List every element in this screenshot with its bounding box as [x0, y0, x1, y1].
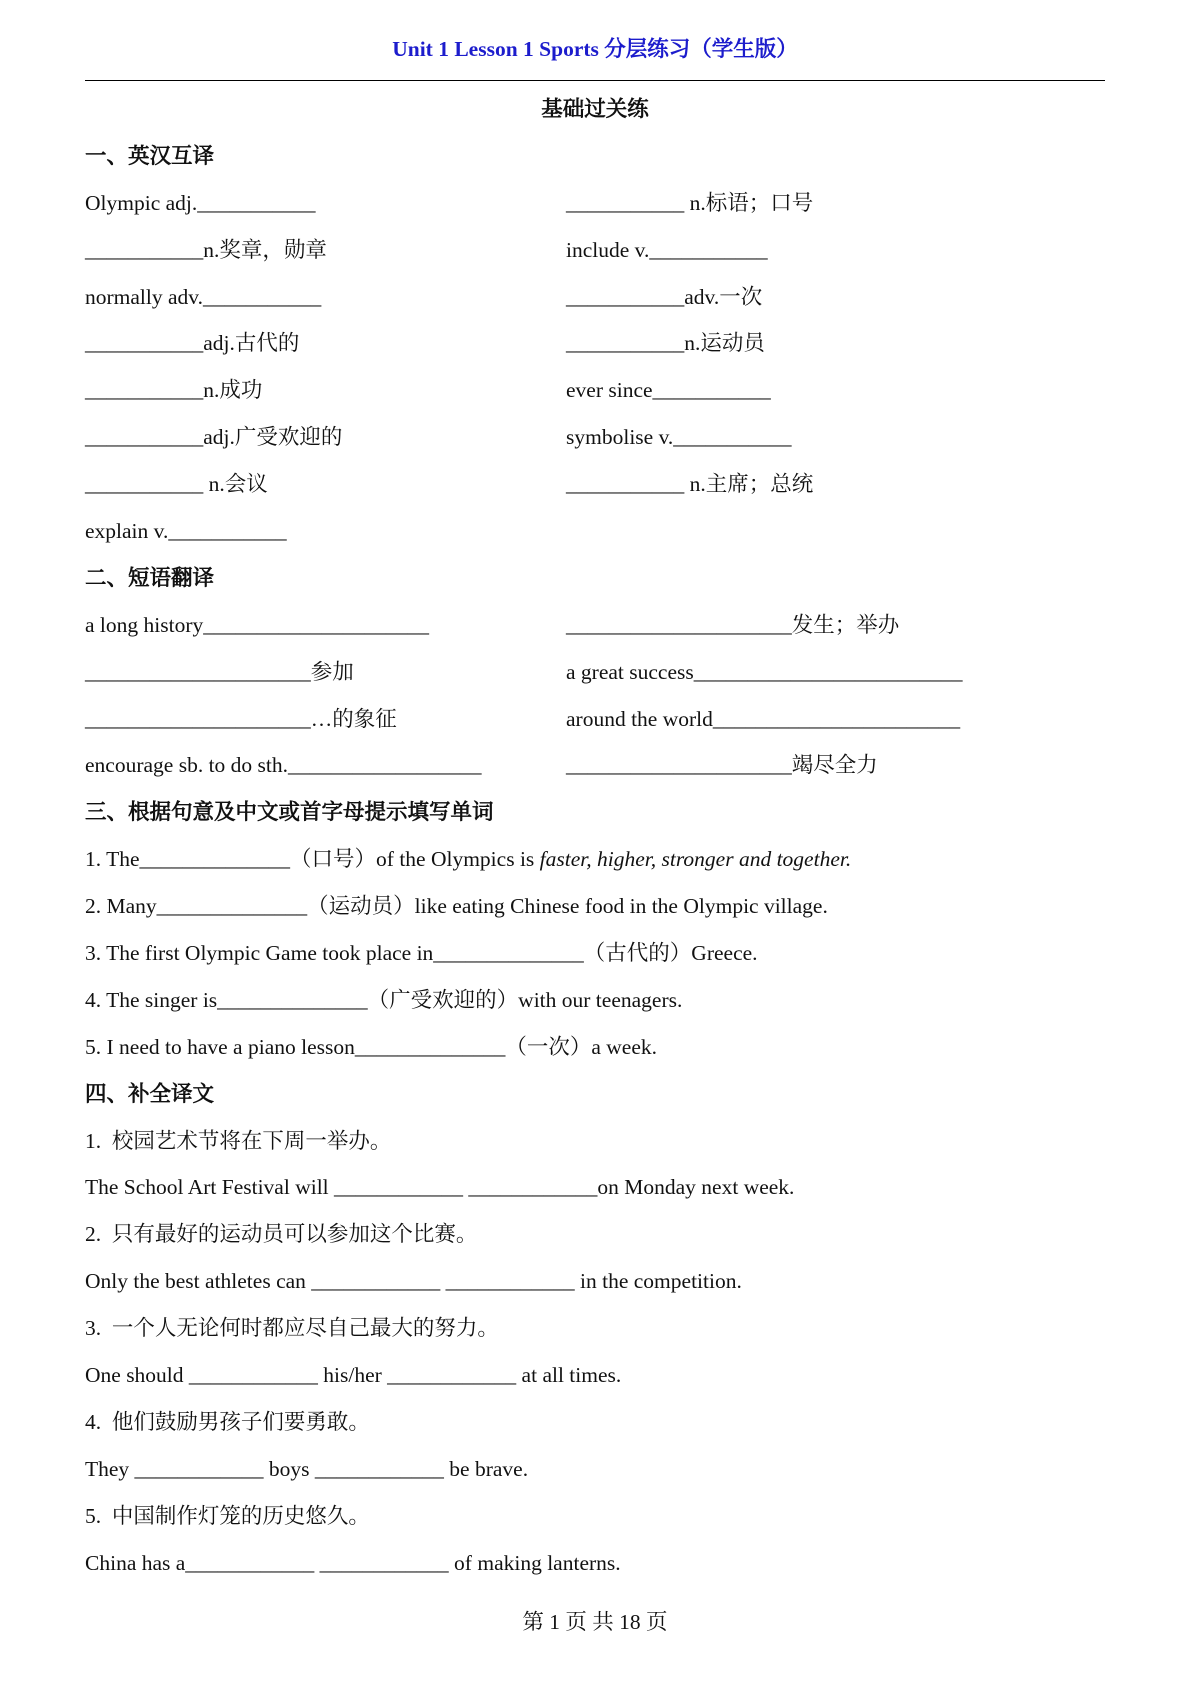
vocab-item-right: ___________ n.主席；总统: [566, 472, 814, 497]
vocab-item-left: a long history_____________________: [85, 612, 429, 637]
vocab-item-left: normally adv.___________: [85, 284, 322, 309]
item-text: 5. I need to have a piano lesson______________（一次）a week.: [85, 1034, 658, 1059]
vocab-item-right: ___________n.运动员: [566, 331, 765, 356]
vocab-row: [85, 649, 1105, 696]
vocab-item-left: Olympic adj.___________: [85, 190, 316, 215]
section3-items: [85, 836, 1105, 1070]
vocab-item-left: ___________adj.广受欢迎的: [85, 425, 343, 450]
item-text: 1. The______________（口号）of the Olympics is: [85, 847, 540, 872]
english-translation: One should ____________ his/her ____________ at all times.: [85, 1363, 622, 1388]
section1-heading: 一、英汉互译: [85, 143, 215, 168]
item-text: 3. The first Olympic Game took place in______________（古代的）Greece.: [85, 941, 758, 966]
english-translation: They ____________ boys ____________ be brave.: [85, 1456, 529, 1481]
chinese-sentence: 3. 一个人无论何时都应尽自己最大的努力。: [85, 1316, 499, 1341]
vocab-row: [85, 414, 1105, 461]
fill-blank-item: [85, 836, 1105, 883]
vocab-row: [85, 274, 1105, 321]
item-italic-text: faster, higher, stronger and together.: [539, 847, 852, 872]
vocab-item-left: ___________ n.会议: [85, 472, 268, 497]
fill-blank-item: [85, 930, 1105, 977]
vocab-item-right: ever since___________: [566, 378, 771, 403]
fill-blank-item: [85, 1024, 1105, 1071]
vocab-row: [85, 461, 1105, 508]
document-title: Unit 1 Lesson 1 Sports 分层练习（学生版）: [392, 37, 798, 61]
header-rule: [85, 80, 1105, 81]
section4-items: [85, 1118, 1105, 1587]
fill-blank-item: [85, 977, 1105, 1024]
item-text: 4. The singer is______________（广受欢迎的）with our teenagers.: [85, 987, 683, 1012]
section2-heading: 二、短语翻译: [85, 565, 215, 590]
vocab-row: [85, 320, 1105, 367]
vocab-item-left: ___________adj.古代的: [85, 331, 300, 356]
english-translation: China has a____________ ____________ of making lanterns.: [85, 1550, 621, 1575]
vocab-row: [85, 602, 1105, 649]
section1-rows: [85, 180, 1105, 555]
chinese-sentence: 2. 只有最好的运动员可以参加这个比赛。: [85, 1222, 478, 1247]
chinese-sentence: 4. 他们鼓励男孩子们要勇敢。: [85, 1409, 370, 1434]
vocab-item-left: ___________n.奖章，勋章: [85, 237, 327, 262]
vocab-row: [85, 180, 1105, 227]
vocab-item-right: _____________________发生；举办: [566, 612, 900, 637]
page-footer: 第 1 页 共 18 页: [522, 1610, 668, 1634]
english-translation: Only the best athletes can ____________ ____________ in the competition.: [85, 1269, 742, 1294]
vocab-item-left: explain v.___________: [85, 519, 287, 544]
vocab-item-left: _____________________…的象征: [85, 706, 397, 731]
item-text: 2. Many______________（运动员）like eating Chinese food in the Olympic village.: [85, 894, 828, 919]
vocab-row: [85, 742, 1105, 789]
vocab-item-right: _____________________竭尽全力: [566, 753, 878, 778]
chinese-sentence: 1. 校园艺术节将在下周一举办。: [85, 1128, 392, 1153]
section4-heading: 四、补全译文: [85, 1081, 215, 1106]
vocab-row: [85, 227, 1105, 274]
subtitle: 基础过关练: [541, 97, 649, 121]
vocab-item-right: a great success_________________________: [566, 659, 963, 684]
chinese-sentence: 5. 中国制作灯笼的历史悠久。: [85, 1503, 370, 1528]
worksheet-content: [85, 86, 1105, 1587]
vocab-item-right: around the world_______________________: [566, 706, 961, 731]
section3-heading: 三、根据句意及中文或首字母提示填写单词: [85, 800, 494, 825]
vocab-item-left: encourage sb. to do sth.__________________: [85, 753, 482, 778]
vocab-item-left: ___________n.成功: [85, 378, 263, 403]
vocab-item-right: include v.___________: [566, 237, 768, 262]
section2-rows: [85, 602, 1105, 790]
english-translation: The School Art Festival will ____________ ____________on Monday next week.: [85, 1175, 795, 1200]
vocab-item-right: ___________ n.标语；口号: [566, 190, 814, 215]
vocab-row: [85, 696, 1105, 743]
vocab-row: [85, 367, 1105, 414]
fill-blank-item: [85, 883, 1105, 930]
vocab-item-right: ___________adv.一次: [566, 284, 763, 309]
vocab-row: [85, 508, 1105, 555]
vocab-item-left: _____________________参加: [85, 659, 354, 684]
vocab-item-right: symbolise v.___________: [566, 425, 792, 450]
